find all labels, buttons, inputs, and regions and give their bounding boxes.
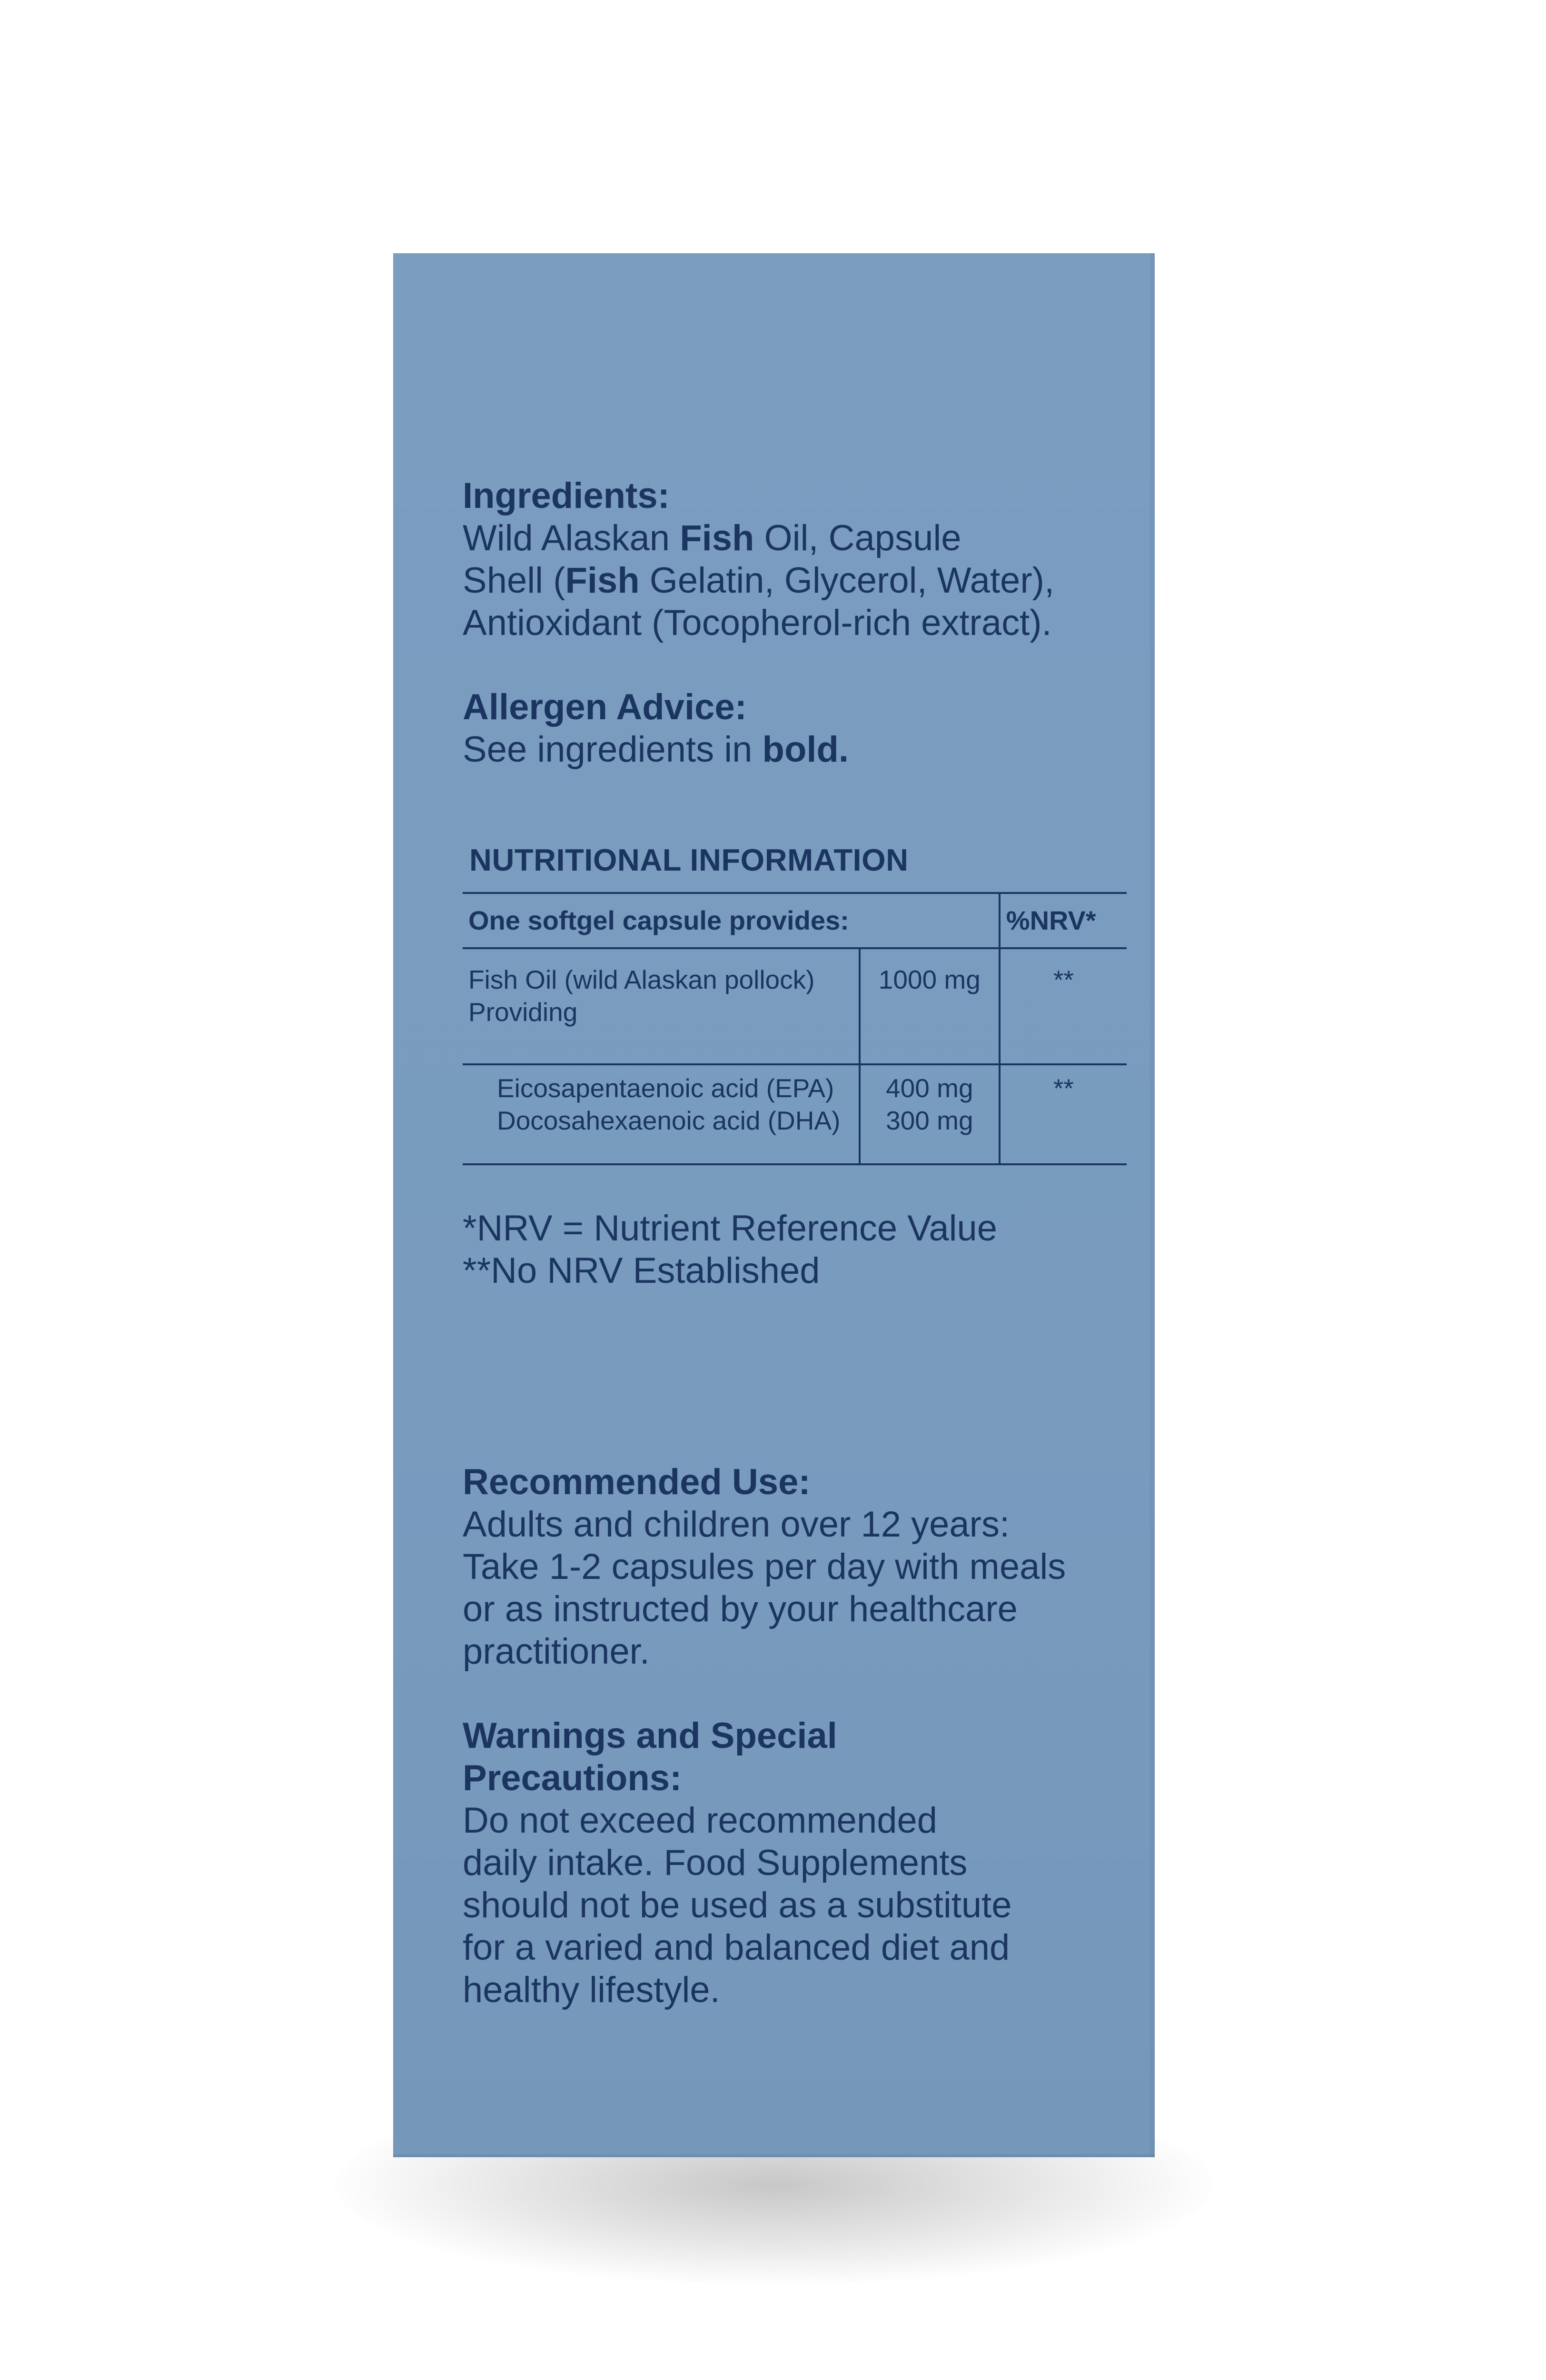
epa-dha-amount [860, 1064, 1000, 1164]
warnings-line-4: for a varied and balanced diet and [463, 1927, 1010, 1968]
spacer [463, 1165, 1139, 1207]
label-panel [463, 475, 1139, 2011]
warnings-heading-line-2: Precautions: [463, 1758, 682, 1798]
ingredients-line-2-bold: Fish [565, 560, 640, 601]
warnings-line-2: daily intake. Food Supplements [463, 1843, 968, 1883]
ingredients-heading: Ingredients: [463, 476, 670, 516]
nutrition-row-fish-oil [463, 948, 1127, 1064]
fish-oil-nrv: ** [1000, 948, 1127, 1064]
spacer [463, 771, 1139, 842]
spacer [463, 1673, 1139, 1715]
ingredients-line-3: Antioxidant (Tocopherol-rich extract). [463, 603, 1052, 643]
epa-amount: 400 mg [886, 1073, 973, 1103]
dha-label: Docosahexaenoic acid (DHA) [497, 1106, 841, 1135]
recommended-use-heading: Recommended Use: [463, 1462, 811, 1502]
ingredients-line-2-post: Gelatin, Glycerol, Water), [639, 560, 1055, 601]
recommended-use-line-1: Adults and children over 12 years: [463, 1504, 1010, 1545]
nutrition-title: NUTRITIONAL INFORMATION [469, 843, 909, 877]
ingredients-line-2 [463, 559, 1139, 602]
nutrition-header-left: One softgel capsule provides: [463, 893, 1000, 948]
warnings-line-3: should not be used as a substitute [463, 1885, 1012, 1925]
epa-dha-description [463, 1064, 860, 1164]
warnings-line-1: Do not exceed recommended [463, 1800, 938, 1841]
spacer [463, 644, 1139, 686]
dha-amount: 300 mg [886, 1106, 973, 1135]
ingredients-line-1-bold: Fish [680, 518, 754, 558]
ingredients-line-1-pre: Wild Alaskan [463, 518, 680, 558]
ingredients-line-2-pre: Shell ( [463, 560, 565, 601]
warnings-heading-line-1: Warnings and Special [463, 1716, 837, 1756]
nutrition-header-row [463, 893, 1127, 948]
fish-oil-amount: 1000 mg [860, 948, 1000, 1064]
epa-dha-nrv: ** [1000, 1064, 1127, 1164]
nutrition-row-epa-dha [463, 1064, 1127, 1164]
fish-oil-desc-line-2: Providing [468, 997, 578, 1027]
ingredients-line-1-post: Oil, Capsule [754, 518, 961, 558]
supplement-box-side-panel [393, 253, 1155, 2157]
allergen-text-bold: bold. [762, 729, 849, 770]
spacer [463, 1292, 1139, 1461]
nutrition-table [463, 892, 1127, 1165]
footnote-nrv: *NRV = Nutrient Reference Value [463, 1208, 998, 1249]
ingredients-line-1 [463, 517, 1139, 559]
epa-label: Eicosapentaenoic acid (EPA) [497, 1073, 834, 1103]
fish-oil-description [463, 948, 860, 1064]
allergen-text [463, 728, 1139, 771]
footnote-no-nrv: **No NRV Established [463, 1250, 820, 1291]
recommended-use-line-3: or as instructed by your healthcare [463, 1589, 1018, 1629]
nutrition-header-nrv: %NRV* [1000, 893, 1127, 948]
recommended-use-line-4: practitioner. [463, 1631, 650, 1672]
allergen-heading: Allergen Advice: [463, 687, 747, 727]
allergen-text-pre: See ingredients in [463, 729, 763, 770]
recommended-use-line-2: Take 1-2 capsules per day with meals [463, 1547, 1066, 1587]
warnings-line-5: healthy lifestyle. [463, 1970, 720, 2010]
fish-oil-desc-line-1: Fish Oil (wild Alaskan pollock) [468, 965, 815, 994]
